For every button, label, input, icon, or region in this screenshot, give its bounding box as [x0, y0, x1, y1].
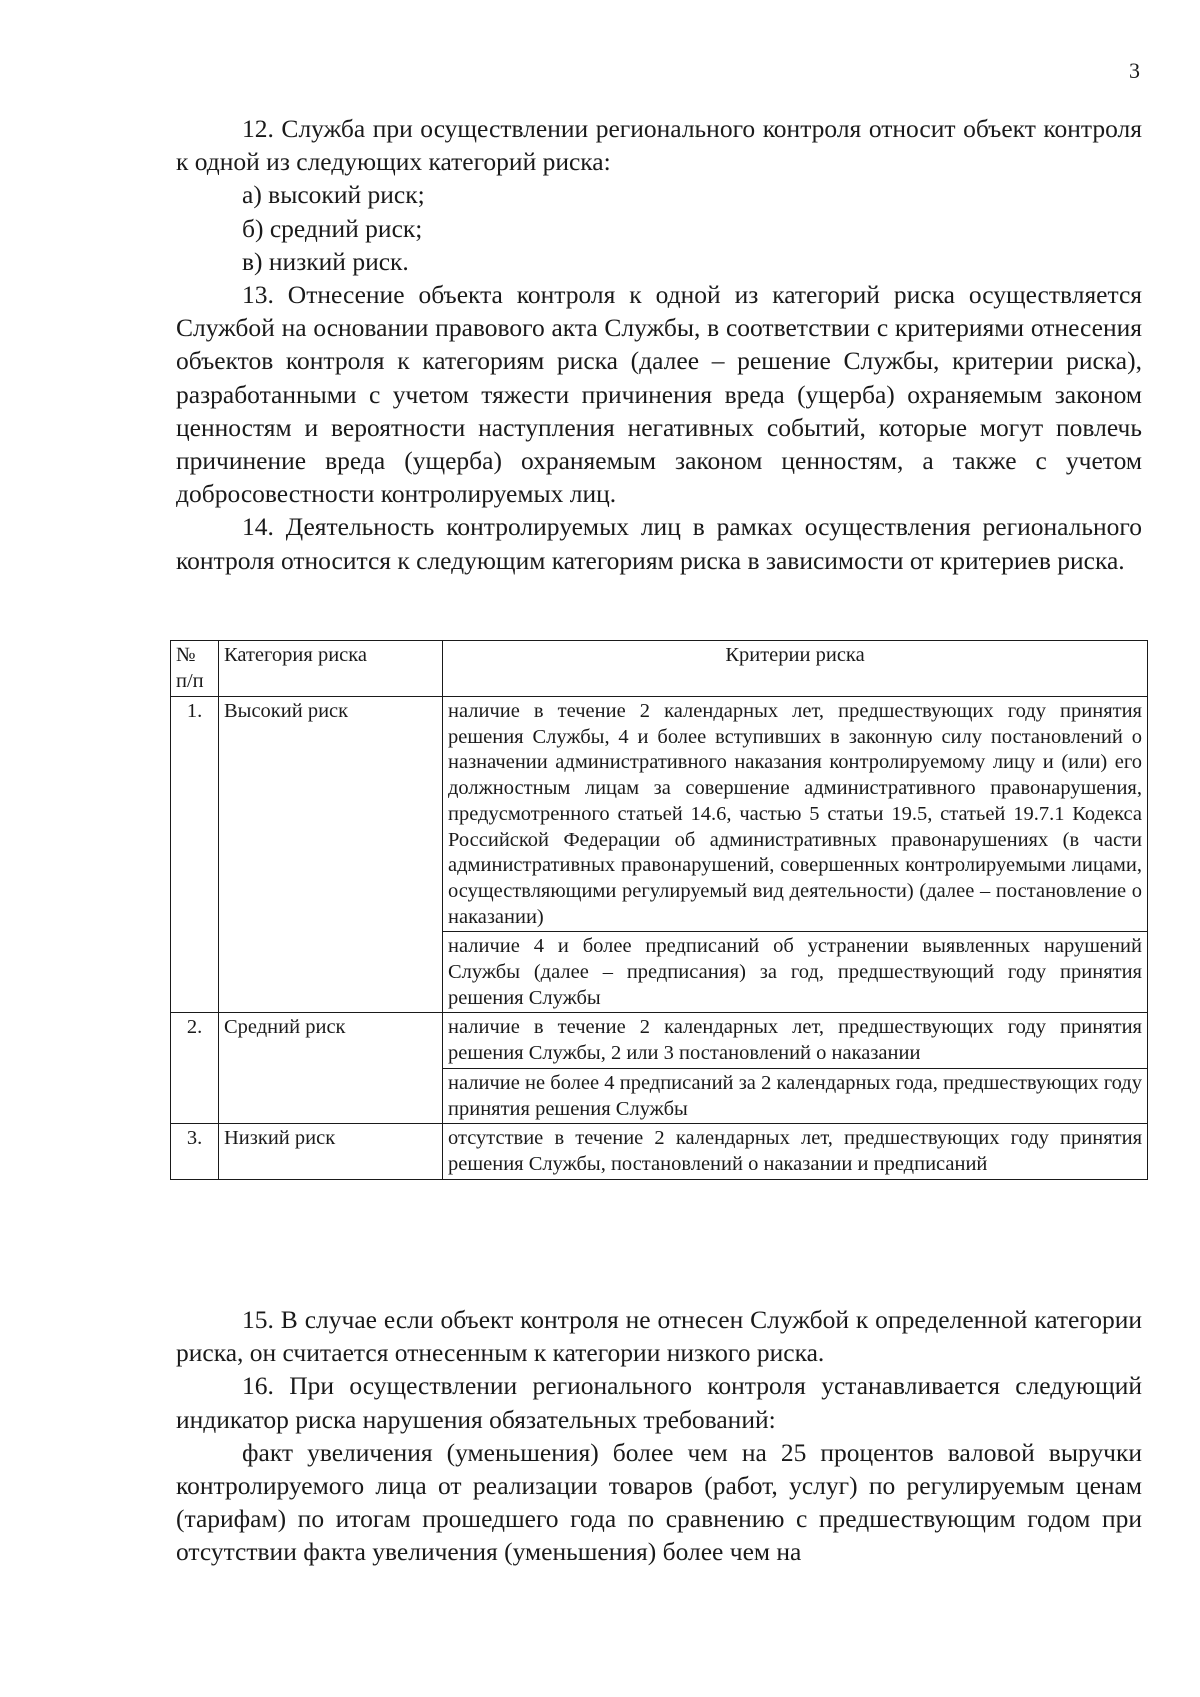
row-number: 3.	[171, 1124, 219, 1179]
paragraph-16: 16. При осуществлении регионального контроля устанавливается следующий индикатор риска нарушения обязательных требований:	[176, 1371, 1142, 1434]
header-number: № п/п	[171, 641, 219, 697]
row-criteria: наличие не более 4 предписаний за 2 календарных года, предшествующих году принятия решения Службы	[443, 1068, 1148, 1123]
paragraph-13: 13. Отнесение объекта контроля к одной из категорий риска осуществляется Службой на основании правового акта Службы, в соответствии с критериями отнесения объектов контроля к категориям риска (далее – решение Службы, критерии риска), разработанными с учетом тяжести причинения вреда (ущерба) охраняемым законом ценностям и вероятности наступления негативных событий, которые могут повлечь причинение вреда (ущерба) охраняемым законом ценностям, а также с учетом добросовестности контролируемых лиц.	[176, 280, 1142, 509]
paragraph-14: 14. Деятельность контролируемых лиц в рамках осуществления регионального контроля относится к следующим категориям риска в зависимости от критериев риска.	[176, 512, 1142, 575]
list-item-high: а) высокий риск;	[242, 180, 425, 210]
page-number: 3	[1129, 58, 1140, 83]
list-item-low: в) низкий риск.	[242, 246, 409, 276]
row-criteria: наличие в течение 2 календарных лет, предшествующих году принятия решения Службы, 2 или 3 постановлений о наказании	[443, 1013, 1148, 1068]
header-category: Категория риска	[219, 641, 443, 697]
bottom-section	[176, 1303, 1142, 1569]
top-section	[176, 112, 1142, 577]
row-category: Низкий риск	[219, 1124, 443, 1179]
paragraph-indicator: факт увеличения (уменьшения) более чем на 25 процентов валовой выручки контролируемого лица от реализации товаров (работ, услуг) по регулируемым ценам (тарифам) по итогам прошедшего года по сравнению с предшествующим годом при отсутствии факта увеличения (уменьшения) более чем на	[176, 1437, 1142, 1567]
table-row	[171, 1013, 1148, 1068]
table-header-row	[171, 641, 1148, 697]
row-category: Высокий риск	[219, 697, 443, 1013]
row-criteria: наличие 4 и более предписаний об устранении выявленных нарушений Службы (далее – предписания) за год, предшествующий году принятия решения Службы	[443, 932, 1148, 1013]
row-category: Средний риск	[219, 1013, 443, 1124]
table-row	[171, 697, 1148, 932]
table-row	[171, 1124, 1148, 1179]
risk-criteria-table	[170, 640, 1148, 1180]
list-item-medium: б) средний риск;	[242, 213, 423, 243]
row-criteria: отсутствие в течение 2 календарных лет, предшествующих году принятия решения Службы, постановлений о наказании и предписаний	[443, 1124, 1148, 1179]
paragraph-12: 12. Служба при осуществлении регионального контроля относит объект контроля к одной из следующих категорий риска:	[176, 114, 1142, 177]
paragraph-15: 15. В случае если объект контроля не отнесен Службой к определенной категории риска, он считается отнесенным к категории низкого риска.	[176, 1305, 1142, 1368]
row-number: 2.	[171, 1013, 219, 1124]
row-number: 1.	[171, 697, 219, 1013]
header-criteria: Критерии риска	[443, 641, 1148, 697]
row-criteria: наличие в течение 2 календарных лет, предшествующих году принятия решения Службы, 4 и более вступивших в законную силу постановлений о назначении административного наказания контролируемому лицу и (или) его должностным лицам за совершение административного правонарушения, предусмотренного статьей 14.6, частью 5 статьи 19.5, статьей 19.7.1 Кодекса Российской Федерации об административных правонарушениях (в части административных правонарушений, совершенных контролируемыми лицами, осуществляющими регулируемый вид деятельности) (далее – постановление о наказании)	[443, 697, 1148, 932]
